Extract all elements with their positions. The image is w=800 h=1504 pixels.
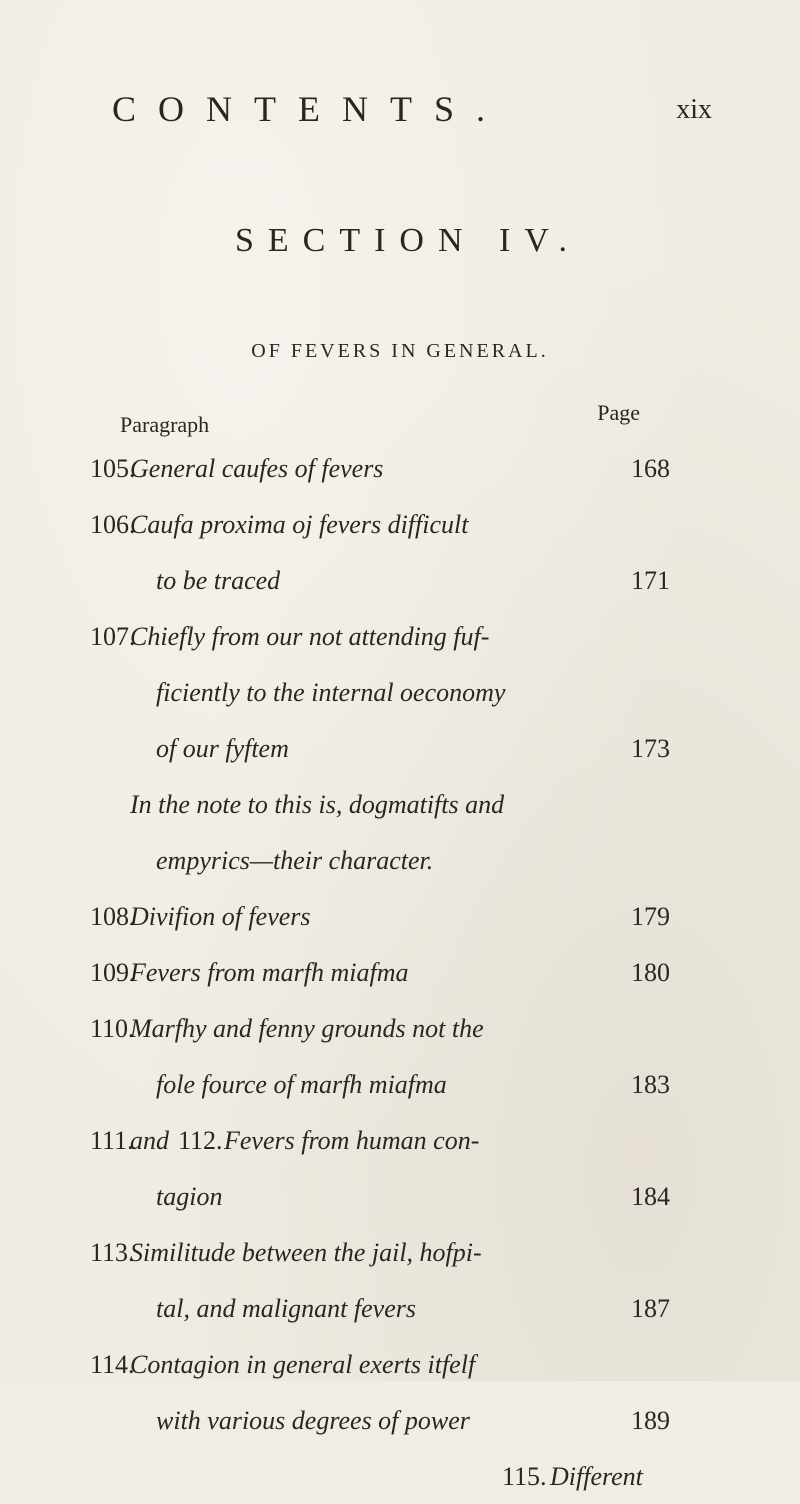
paragraph-column-label: Paragraph [120,412,210,437]
paragraph-number: 109. [90,958,136,987]
entry-text: and [130,1126,169,1155]
contents-list [90,440,670,1504]
page-number: 180 [631,958,670,987]
entry-text: tal, and malignant fevers [156,1294,416,1323]
contents-entry [90,1056,670,1112]
paragraph-number: 114. [90,1350,135,1379]
page-number: 187 [631,1294,670,1323]
paragraph-number: 113. [90,1238,135,1267]
entry-text: fole fource of marfh miafma [156,1070,447,1099]
contents-entry [90,776,670,832]
contents-entry [90,1000,670,1056]
paragraph-number: 106. [90,510,136,539]
entry-text: Divifion of fevers [130,902,311,931]
column-headings [120,400,640,437]
page-number: 189 [631,1406,670,1435]
catchword-number: 115. [502,1462,547,1491]
contents-entry [90,720,670,776]
contents-entry [90,1336,670,1392]
page-number: 173 [631,734,670,763]
catchword-line [90,1448,670,1504]
paragraph-number: 108. [90,902,136,931]
paragraph-number: 107. [90,622,136,651]
entry-text: Caufa proxima oj fevers difficult [130,510,469,539]
page-number: 184 [631,1182,670,1211]
paragraph-number: 105. [90,454,136,483]
page-number: 171 [631,566,670,595]
catchword-text: Different [550,1462,643,1491]
entry-text: empyrics—their character. [156,846,434,875]
contents-entry [90,1392,670,1448]
entry-text: In the note to this is, dogmatifts and [130,790,505,819]
entry-text: Fevers from marfh miafma [130,958,409,987]
contents-entry [90,608,670,664]
page-folio: xix [676,94,712,125]
page-number: 168 [631,454,670,483]
contents-entry [90,1168,670,1224]
entry-text: to be traced [156,566,281,595]
contents-entry [90,888,670,944]
entry-text: Contagion in general exerts itfelf [130,1350,476,1379]
contents-entry [90,552,670,608]
section-subtitle: OF FEVERS IN GENERAL. [251,340,549,362]
page-number: 179 [631,902,670,931]
second-paragraph-number: 112. [178,1126,223,1155]
running-head [112,88,712,138]
contents-entry [90,1280,670,1336]
entry-text: Marfhy and fenny grounds not the [130,1014,484,1043]
contents-entry [90,1224,670,1280]
entry-text: Chiefly from our not attending fuf- [130,622,490,651]
contents-entry [90,440,670,496]
entry-text: tagion [156,1182,223,1211]
entry-text-continued: Fevers from human con- [224,1126,480,1155]
entry-text: of our fyftem [156,734,289,763]
entry-text: ficiently to the internal oeconomy [156,678,506,707]
contents-title: CONTENTS. [112,89,507,129]
section-title: SECTION IV. [234,222,582,259]
contents-entry [90,944,670,1000]
contents-entry [90,832,670,888]
page-number: 183 [631,1070,670,1099]
contents-entry [90,664,670,720]
contents-entry [90,1112,670,1168]
entry-text: with various degrees of power [156,1406,470,1435]
paragraph-number: 110. [90,1014,135,1043]
page-column-label: Page [597,400,640,425]
entry-text: Similitude between the jail, hofpi- [130,1238,482,1267]
paragraph-number: 111. [90,1126,134,1155]
contents-entry [90,496,670,552]
entry-text: General caufes of fevers [130,454,384,483]
